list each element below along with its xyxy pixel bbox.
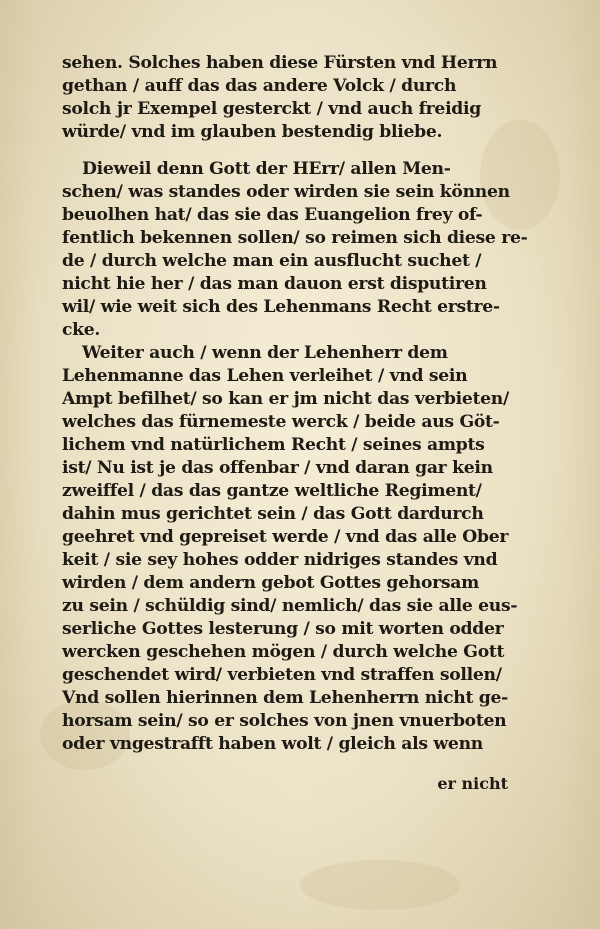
- catchword: er nicht: [437, 774, 508, 793]
- text-line: keit / sie sey hohes odder nidriges standes vnd: [62, 550, 498, 570]
- text-line: Lehenmanne das Lehen verleihet / vnd sein: [62, 366, 468, 386]
- text-line: geehret vnd gepreiset werde / vnd das alle Ober: [62, 527, 509, 547]
- text-line: oder vngestrafft haben wolt / gleich als wenn: [62, 734, 483, 754]
- text-line: gethan / auff das das andere Volck / durch: [62, 76, 457, 96]
- text-line: Weiter auch / wenn der Lehenherr dem: [82, 343, 448, 363]
- text-line: horsam sein/ so er solches von jnen vnuerboten: [62, 711, 507, 731]
- text-line: serliche Gottes lesterung / so mit worten odder: [62, 619, 504, 639]
- text-line: sehen. Solches haben diese Fürsten vnd Herrn: [62, 53, 498, 73]
- text-line: nicht hie her / das man dauon erst disputiren: [62, 274, 487, 294]
- text-line: wirden / dem andern gebot Gottes gehorsam: [62, 573, 479, 593]
- text-line: würde/ vnd im glauben bestendig bliebe.: [62, 122, 443, 142]
- text-line: Ampt befilhet/ so kan er jm nicht das verbieten/: [62, 389, 509, 409]
- text-line: schen/ was standes oder wirden sie sein können: [62, 182, 510, 202]
- text-line: beuolhen hat/ das sie das Euangelion frey of-: [62, 205, 483, 225]
- text-line: dahin mus gerichtet sein / das Gott dardurch: [62, 504, 484, 524]
- paper-stain: [300, 860, 460, 910]
- text-line: de / durch welche man ein ausflucht suchet /: [62, 251, 482, 271]
- text-line: zu sein / schüldig sind/ nemlich/ das sie alle eus-: [62, 596, 518, 616]
- text-line: lichem vnd natürlichem Recht / seines ampts: [62, 435, 485, 455]
- text-line: solch jr Exempel gesterckt / vnd auch freidig: [62, 99, 481, 119]
- text-line: Vnd sollen hierinnen dem Lehenherrn nicht ge-: [62, 688, 508, 708]
- text-line: geschendet wird/ verbieten vnd straffen sollen/: [62, 665, 502, 685]
- text-line: ist/ Nu ist je das offenbar / vnd daran gar kein: [62, 458, 493, 478]
- text-line: zweiffel / das das gantze weltliche Regiment/: [62, 481, 482, 501]
- text-line: Dieweil denn Gott der HErr/ allen Men-: [82, 159, 451, 179]
- text-line: wil/ wie weit sich des Lehenmans Recht erstre-: [62, 297, 500, 317]
- paragraph-gap: [62, 144, 522, 158]
- text-line: fentlich bekennen sollen/ so reimen sich diese re-: [62, 228, 528, 248]
- text-line: cke.: [62, 320, 101, 340]
- text-line: welches das fürnemeste werck / beide aus Göt-: [62, 412, 500, 432]
- text-line: wercken geschehen mögen / durch welche Gott: [62, 642, 505, 662]
- page-text: [62, 52, 528, 756]
